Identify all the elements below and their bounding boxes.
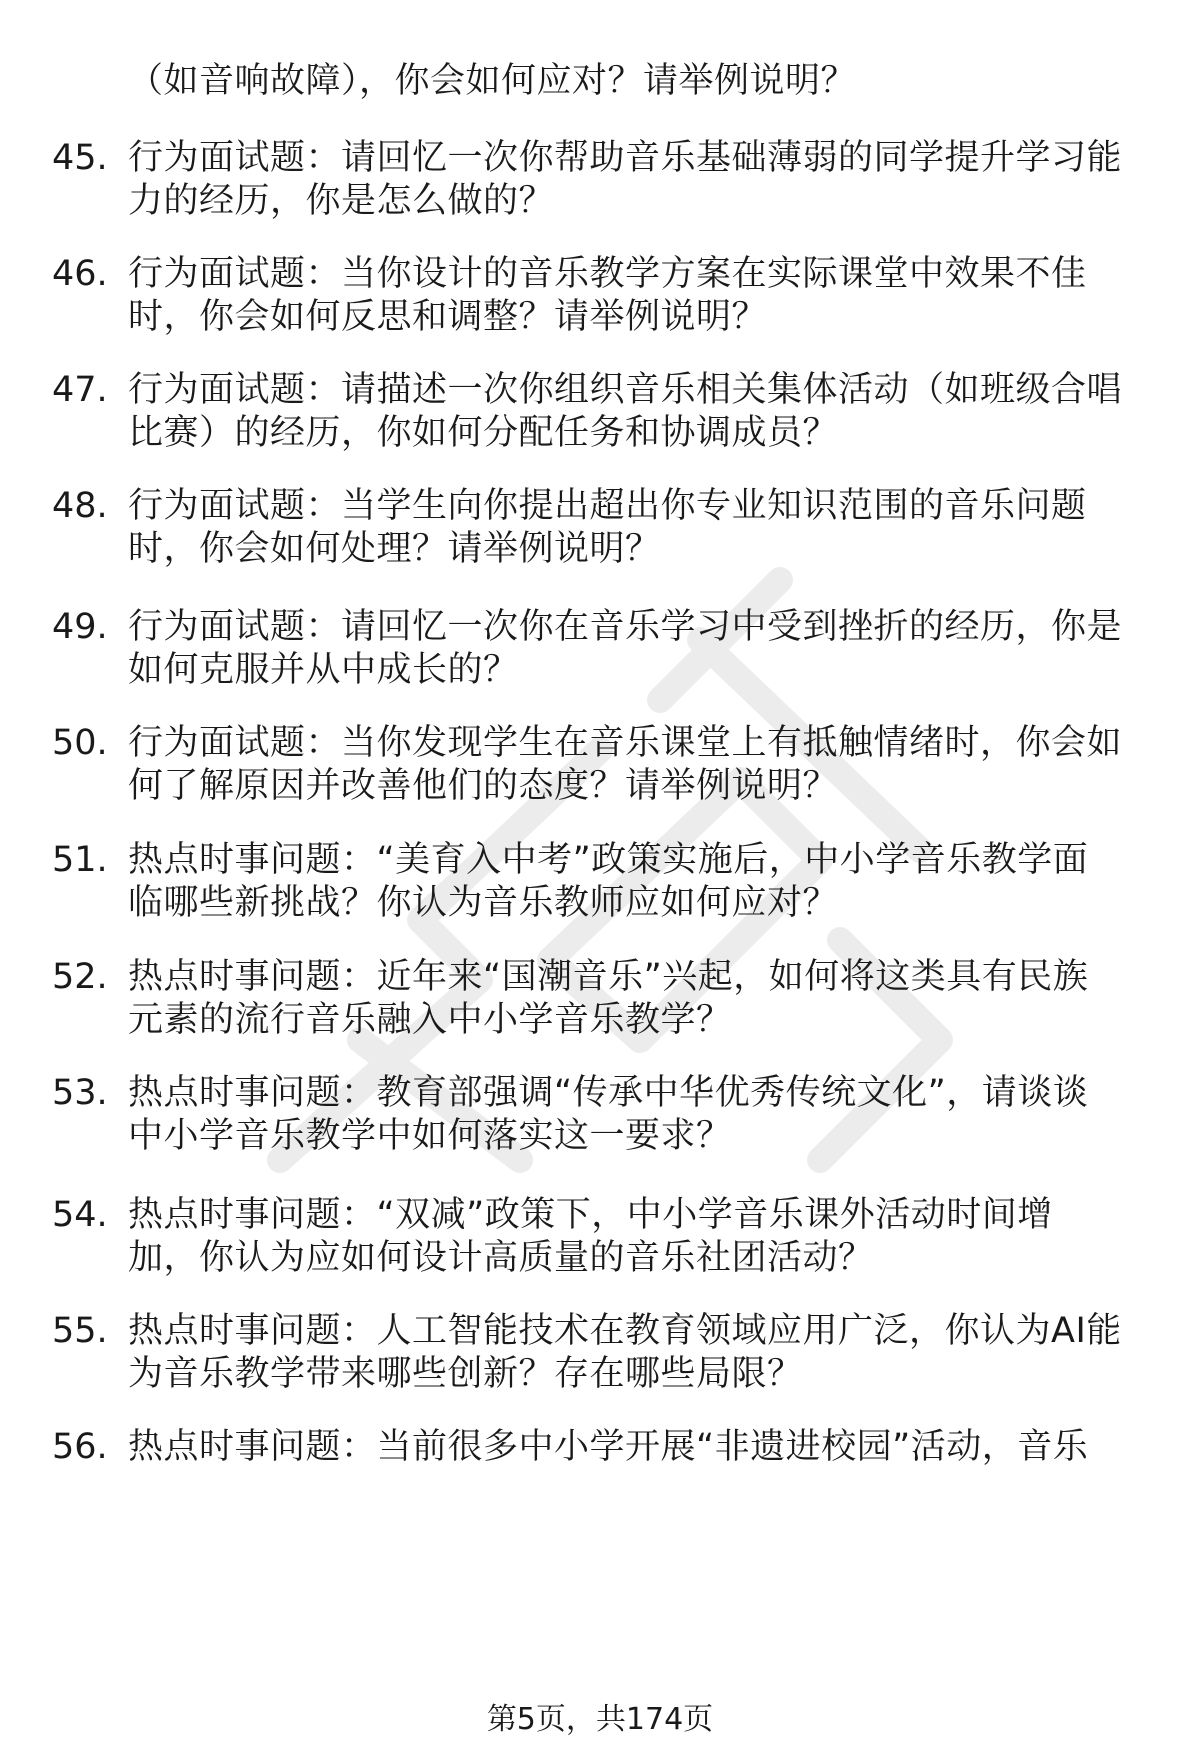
question-number-45: 45. [52, 138, 108, 178]
question-54-line-1: 热点时事问题：“双减”政策下，中小学音乐课外活动时间增 [128, 1195, 1053, 1235]
question-44-continuation: （如音响故障），你会如何应对？请举例说明？ [128, 61, 857, 101]
question-55-line-2: 为音乐教学带来哪些创新？存在哪些局限？ [128, 1354, 803, 1394]
question-number-50: 50. [52, 723, 108, 763]
question-56-line-1: 热点时事问题：当前很多中小学开展“非遗进校园”活动，音乐 [128, 1427, 1089, 1467]
page-number-footer: 第5页，共174页 [486, 1702, 714, 1737]
question-number-54: 54. [52, 1195, 108, 1235]
question-number-53: 53. [52, 1073, 108, 1113]
question-51-line-2: 临哪些新挑战？你认为音乐教师应如何应对？ [128, 883, 839, 923]
question-number-46: 46. [52, 254, 108, 294]
question-45-line-1: 行为面试题：请回忆一次你帮助音乐基础薄弱的同学提升学习能 [128, 138, 1123, 178]
question-53-line-2: 中小学音乐教学中如何落实这一要求？ [128, 1116, 732, 1156]
question-number-49: 49. [52, 607, 108, 647]
question-52-line-1: 热点时事问题：近年来“国潮音乐”兴起，如何将这类具有民族 [128, 957, 1089, 997]
question-48-line-2: 时，你会如何处理？请举例说明？ [128, 529, 661, 569]
question-number-48: 48. [52, 486, 108, 526]
question-50-line-2: 何了解原因并改善他们的态度？请举例说明？ [128, 766, 839, 806]
question-49-line-2: 如何克服并从中成长的？ [128, 650, 519, 690]
question-number-51: 51. [52, 840, 108, 880]
question-number-56: 56. [52, 1427, 108, 1467]
question-50-line-1: 行为面试题：当你发现学生在音乐课堂上有抵触情绪时，你会如 [128, 723, 1123, 763]
question-51-line-1: 热点时事问题：“美育入中考”政策实施后，中小学音乐教学面 [128, 840, 1089, 880]
question-number-52: 52. [52, 957, 108, 997]
question-number-47: 47. [52, 370, 108, 410]
question-47-line-1: 行为面试题：请描述一次你组织音乐相关集体活动（如班级合唱 [128, 370, 1123, 410]
question-45-line-2: 力的经历，你是怎么做的？ [128, 181, 555, 221]
question-number-55: 55. [52, 1311, 108, 1351]
question-52-line-2: 元素的流行音乐融入中小学音乐教学？ [128, 1000, 732, 1040]
question-49-line-1: 行为面试题：请回忆一次你在音乐学习中受到挫折的经历，你是 [128, 607, 1123, 647]
question-46-line-1: 行为面试题：当你设计的音乐教学方案在实际课堂中效果不佳 [128, 254, 1087, 294]
question-55-line-1: 热点时事问题：人工智能技术在教育领域应用广泛，你认为AI能 [128, 1311, 1122, 1351]
question-47-line-2: 比赛）的经历，你如何分配任务和协调成员？ [128, 413, 839, 453]
question-53-line-1: 热点时事问题：教育部强调“传承中华优秀传统文化”，请谈谈 [128, 1073, 1089, 1113]
question-48-line-1: 行为面试题：当学生向你提出超出你专业知识范围的音乐问题 [128, 486, 1087, 526]
question-46-line-2: 时，你会如何反思和调整？请举例说明？ [128, 297, 768, 337]
question-54-line-2: 加，你认为应如何设计高质量的音乐社团活动？ [128, 1238, 874, 1278]
